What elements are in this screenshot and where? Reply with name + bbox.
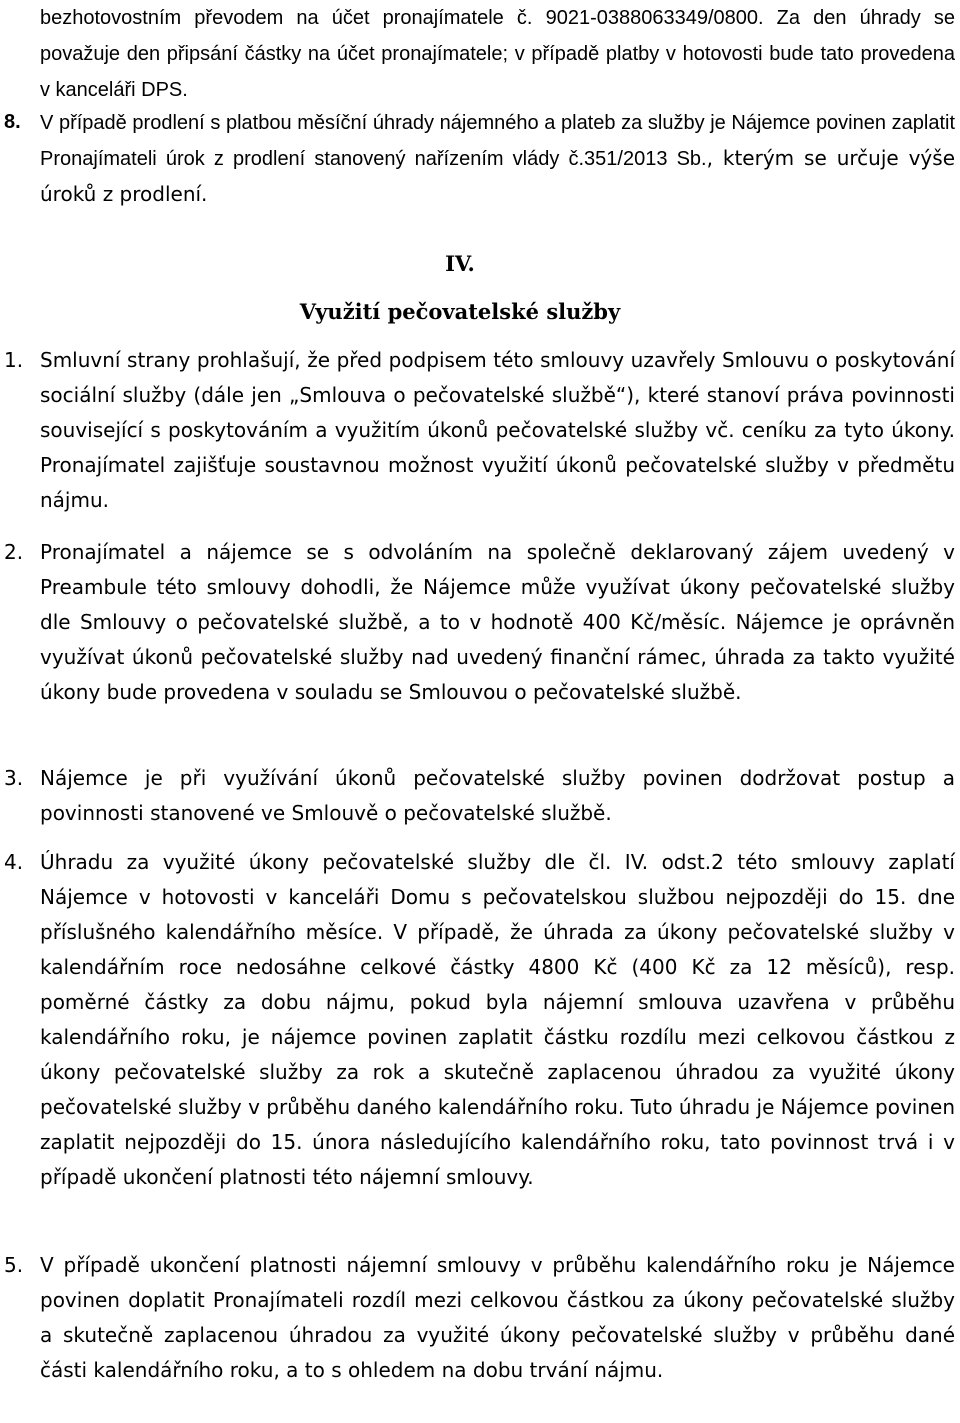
section-number: IV. bbox=[445, 251, 475, 276]
item-text: Úhradu za využité úkony pečovatelské služby dle čl. IV. odst.2 této smlouvy zaplatí Nájemce v hotovosti v kanceláři Domu s pečovatelskou službou nejpozději do 15. dne příslušného kalendářního měsíce. V případě, že úhrada za úkony pečovatelské služby v kalendářním roce nedosáhne celkové částky 4800 Kč (400 Kč za 12 měsíců), resp. poměrné částky za dobu nájmu, pokud byla nájemní smlouva uzavřena v průběhu kalendářního roku, je nájemce povinen zaplatit částku rozdílu mezi celkovou částkou z úkony pečovatelské služby za rok a skutečně zaplacenou úhradou za využité úkony pečovatelské služby v průběhu daného kalendářního roku. Tuto úhradu je Nájemce povinen zaplatit nejpozději do 15. února následujícího kalendářního roku, tato povinnost trvá i v případě ukončení platnosti této nájemní smlouvy. bbox=[40, 850, 955, 1189]
item-text-part-b: , kterým se určuje výše úroků z prodlení. bbox=[40, 146, 955, 206]
list-item bbox=[4, 761, 955, 831]
item-number: 3. bbox=[4, 766, 24, 790]
paragraph-text: bezhotovostním převodem na účet pronajímatele č. 9021-0388063349/0800. Za den úhrady se považuje den připsání částky na účet pronajímatele; v případě platby v hotovosti bude tato provedena v kanceláři DPS. bbox=[40, 7, 955, 101]
list-item-8 bbox=[4, 105, 955, 212]
list-item bbox=[4, 535, 955, 710]
list-item bbox=[4, 845, 955, 1195]
section-title: Využití pečovatelské služby bbox=[299, 299, 621, 324]
item-number: 8. bbox=[4, 111, 21, 133]
item-text-part-a: V případě prodlení s platbou měsíční úhrady nájemného a plateb za služby je Nájemce povinen zaplatit Pronajímateli úrok z prodlení stanovený nařízením vlády č.351/2013 Sb. bbox=[40, 112, 955, 170]
list-item bbox=[4, 343, 955, 518]
continuation-paragraph bbox=[40, 0, 955, 108]
item-text: Pronajímatel a nájemce se s odvoláním na společně deklarovaný zájem uvedený v Preambule této smlouvy dohodli, že Nájemce může využívat úkony pečovatelské služby dle Smlouvy o pečovatelské službě, a to v hodnotě 400 Kč/měsíc. Nájemce je oprávněn využívat úkonů pečovatelské služby nad uvedený finanční rámec, úhrada za takto využité úkony bude provedena v souladu se Smlouvou o pečovatelské službě. bbox=[40, 540, 955, 704]
item-text: V případě ukončení platnosti nájemní smlouvy v průběhu kalendářního roku je Nájemce povinen doplatit Pronajímateli rozdíl mezi celkovou částkou za úkony pečovatelské služby a skutečně zaplacenou úhradou za využité úkony pečovatelské služby v průběhu dané části kalendářního roku, a to s ohledem na dobu trvání nájmu. bbox=[40, 1253, 955, 1382]
item-text: Smluvní strany prohlašují, že před podpisem této smlouvy uzavřely Smlouvu o poskytování sociální služby (dále jen „Smlouva o pečovatelské službě“), které stanoví práva povinnosti související s poskytováním a využitím úkonů pečovatelské služby vč. ceníku za tyto úkony. Pronajímatel zajišťuje soustavnou možnost využití úkonů pečovatelské služby v předmětu nájmu. bbox=[40, 348, 955, 512]
item-number: 1. bbox=[4, 348, 24, 372]
list-item bbox=[4, 1248, 955, 1388]
item-text: Nájemce je při využívání úkonů pečovatelské služby povinen dodržovat postup a povinnosti stanovené ve Smlouvě o pečovatelské službě. bbox=[40, 766, 955, 825]
item-number: 5. bbox=[4, 1253, 24, 1277]
item-number: 2. bbox=[4, 540, 24, 564]
item-number: 4. bbox=[4, 850, 24, 874]
